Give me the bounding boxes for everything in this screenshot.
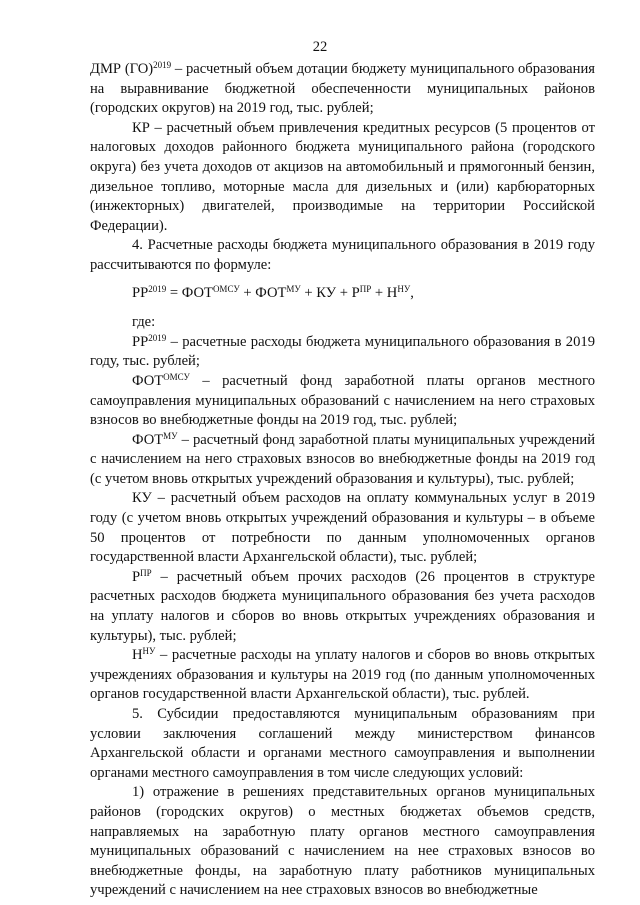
definition-rpr-text: – расчетный объем прочих расходов (26 процентов в структуре расчетных расходов бюджета муниципального образования без учета расходов на уплату налогов и сборов во вновь открытых учреждениях образования и культуры), тыс. рублей; bbox=[90, 568, 595, 644]
definition-dmr bbox=[90, 60, 595, 119]
where-label: где: bbox=[132, 314, 156, 331]
definition-rpr bbox=[90, 568, 595, 646]
formula-sup-rr: 2019 bbox=[148, 283, 167, 294]
formula-rr bbox=[132, 284, 595, 304]
definition-rr bbox=[90, 333, 595, 372]
definition-fot-omsu bbox=[90, 372, 595, 431]
formula-part-fot-mu: + ФОТ bbox=[239, 284, 287, 301]
term-rr: РР bbox=[132, 333, 149, 350]
term-nnu: Н bbox=[132, 647, 143, 664]
formula-sup-pr: ПР bbox=[359, 283, 372, 294]
term-dmr-superscript: 2019 bbox=[153, 60, 172, 70]
document-body bbox=[90, 60, 595, 901]
term-rpr: Р bbox=[132, 568, 141, 585]
term-rpr-superscript: ПР bbox=[140, 567, 152, 578]
formula-part-ku-r: + КУ + Р bbox=[300, 284, 360, 301]
page-number: 22 bbox=[312, 39, 328, 55]
formula-sup-nu: НУ bbox=[397, 283, 411, 294]
paragraph-5: 5. Субсидии предоставляются муниципальным образованиям при условии заключения соглашений между министерством финансов Архангельской области и органами местного самоуправления и выполнении органами местного самоуправления в том числе следующих условий: bbox=[90, 706, 595, 781]
term-dmr: ДМР (ГО) bbox=[90, 61, 154, 77]
paragraph-5-item-1: 1) отражение в решениях представительных органов муниципальных районов (городских округов) о местных бюджетах объемов средств, направляемых на заработную плату органов местного самоуправления муниципальных образований с начислением на нее страховых взносов во внебюджетные фонды, на заработную плату работников муниципальных учреждений с начислением на нее страховых взносов во внебюджетные bbox=[90, 784, 595, 899]
term-fot-mu: ФОТ bbox=[132, 431, 164, 448]
formula-part-rr: РР bbox=[132, 284, 149, 301]
term-rr-superscript: 2019 bbox=[148, 332, 167, 343]
term-fot-omsu: ФОТ bbox=[132, 372, 164, 389]
definition-ku: КУ – расчетный объем расходов на оплату коммунальных услуг в 2019 году (с учетом вновь открытых учреждений образования и культуры – в объеме 50 процентов от потребности по данным уполномоченных органов государственной власти Архангельской области), тыс. рублей; bbox=[90, 490, 595, 566]
formula-part-n: + Н bbox=[371, 284, 398, 301]
formula-comma: , bbox=[410, 284, 414, 301]
definition-nnu bbox=[90, 646, 595, 705]
paragraph-4: 4. Расчетные расходы бюджета муниципального образования в 2019 году рассчитываются по формуле: bbox=[90, 237, 595, 273]
term-fot-omsu-superscript: ОМСУ bbox=[163, 371, 190, 382]
definition-kr: КР – расчетный объем привлечения кредитных ресурсов (5 процентов от налоговых доходов районного бюджета муниципального района (городского округа) без учета доходов от акцизов на автомобильный и прямогонный бензин, дизельное топливо, моторные масла для дизельных и (или) карбюраторных (инжекторных) двигателей, производимые на территории Российской Федерации). bbox=[90, 119, 595, 234]
term-nnu-superscript: НУ bbox=[142, 646, 156, 657]
formula-sup-omsu: ОМСУ bbox=[212, 283, 240, 294]
definition-rr-text: – расчетные расходы бюджета муниципального образования в 2019 году, тыс. рублей; bbox=[90, 333, 595, 370]
definition-nnu-text: – расчетные расходы на уплату налогов и сборов во вновь открытых учреждениях образования и культуры на 2019 год (по данным уполномоченных органов государственной власти Архангельской области), тыс. рублей. bbox=[90, 647, 595, 703]
formula-part-fot-omsu: = ФОТ bbox=[166, 284, 213, 301]
term-fot-mu-superscript: МУ bbox=[163, 430, 178, 441]
formula-sup-mu: МУ bbox=[286, 283, 301, 294]
definition-fot-mu-text: – расчетный фонд заработной платы муниципальных учреждений с начислением на него страховых взносов во внебюджетные фонды на 2019 год (с учетом вновь открытых учреждений образования и культуры), тыс. рублей; bbox=[90, 431, 595, 487]
definition-dmr-text: – расчетный объем дотации бюджету муниципального образования на выравнивание бюджетной обеспеченности муниципальных районов (городских округов) на 2019 год, тыс. рублей; bbox=[90, 61, 595, 117]
definition-fot-mu bbox=[90, 431, 595, 490]
definition-fot-omsu-text: – расчетный фонд заработной платы органов местного самоуправления муниципальных образований с начислением на него страховых взносов во внебюджетные фонды на 2019 год, тыс. рублей; bbox=[90, 372, 595, 429]
